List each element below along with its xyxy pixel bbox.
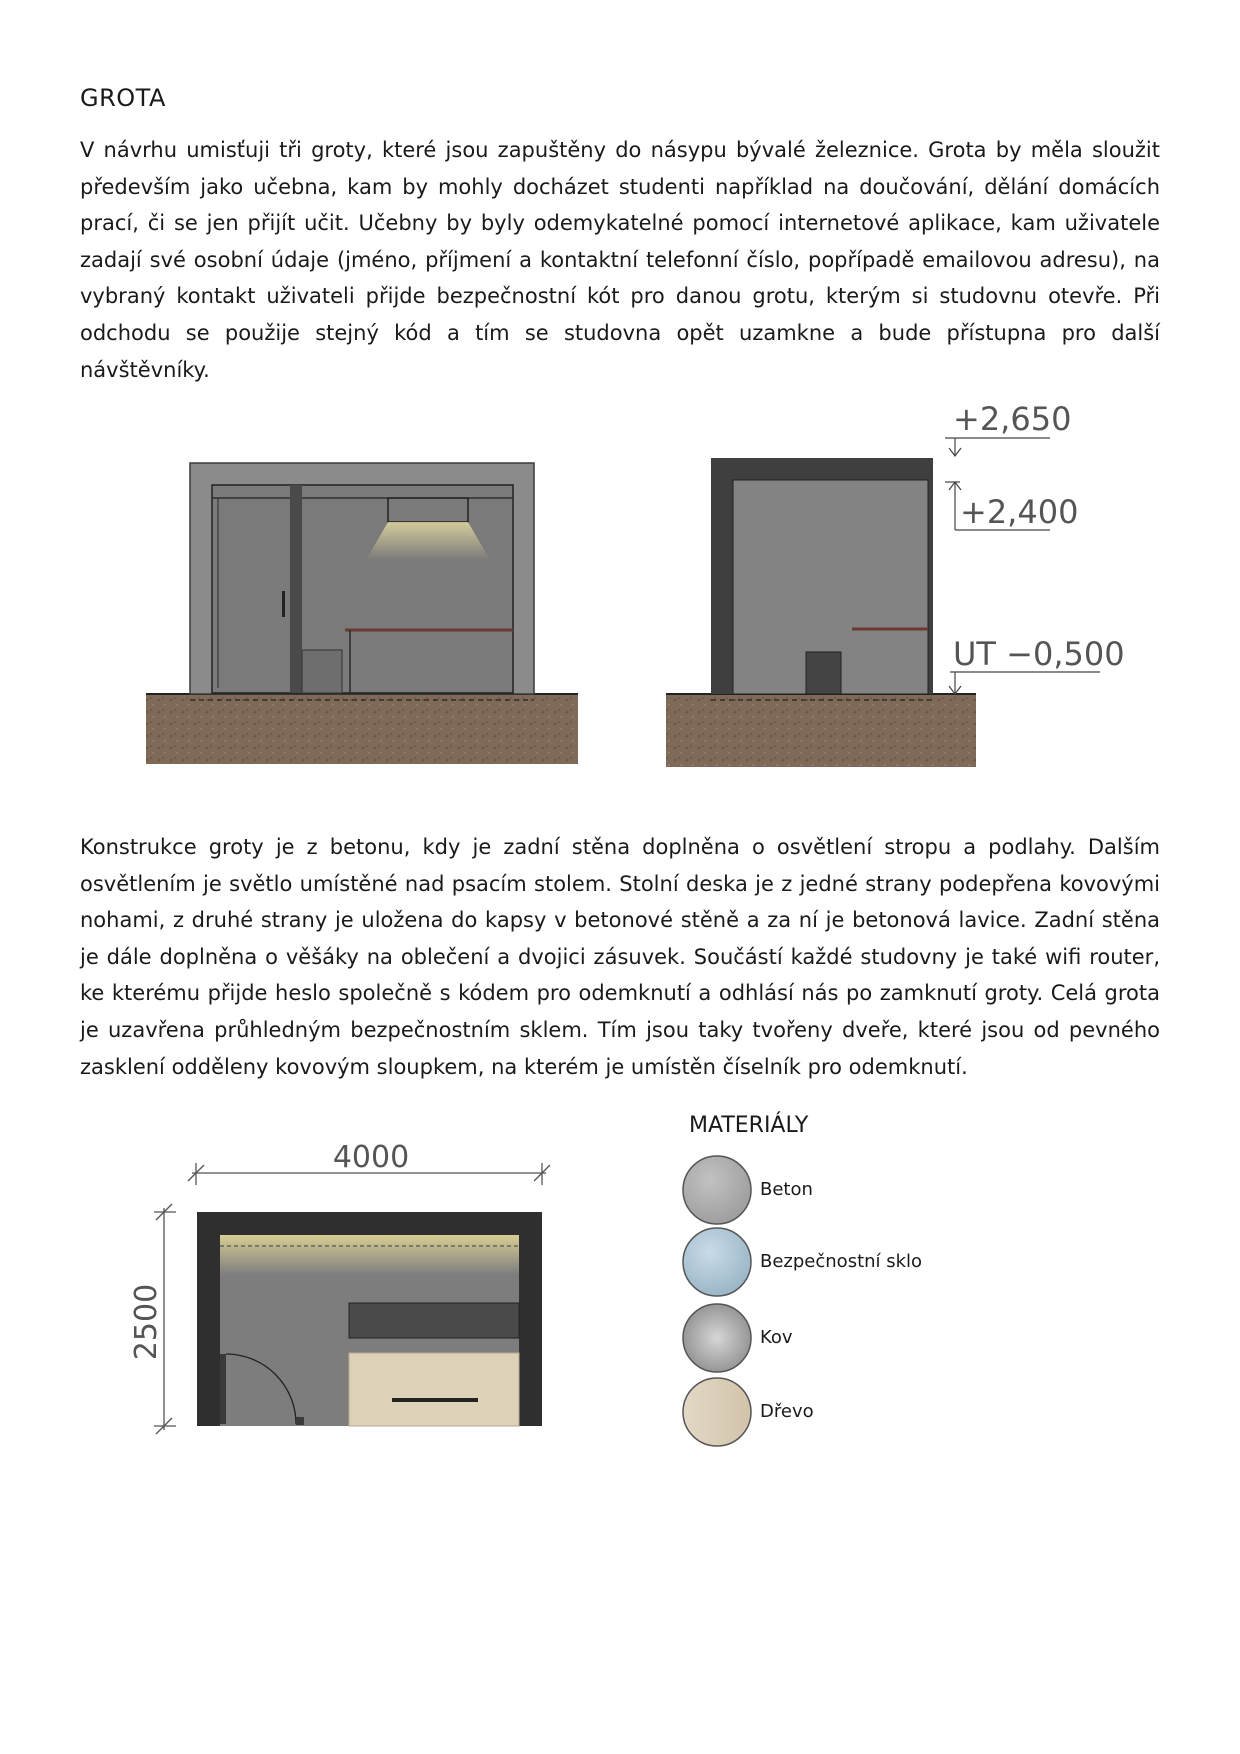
level-mid-label: +2,400: [960, 493, 1079, 531]
metal-post: [290, 485, 302, 693]
level-top-label: +2,650: [953, 400, 1072, 438]
bench-section: [806, 652, 841, 694]
side-section-drawing: [666, 400, 1125, 767]
level-ground-label: UT −0,500: [953, 635, 1125, 673]
depth-dimension-label: 2500: [129, 1283, 164, 1361]
material-label-kov: Kov: [760, 1327, 793, 1348]
plan-bench: [349, 1303, 519, 1338]
construction-paragraph: Konstrukce groty je z betonu, kdy je zadní stěna doplněna o osvětlení stropu a podlahy. Dalším osvětlením je světlo umístěné nad psacím stolem. Stolní deska je z jedné strany podepřena kovovými nohami, z druhé strany je uložena do kapsy v betonové stěně a za ní je betonová lavice. Zadní stěna je dále doplněna o věšáky na oblečení a dvojici zásuvek. Součástí každé studovny je také wifi router, ke kterému přijde heslo společně s kódem pro odemknutí a odhlásí nás po zamknutí groty. Celá grota je uzavřena průhledným bezpečnostním sklem. Tím jsou taky tvořeny dveře, které jsou od pevného zasklení odděleny kovovým sloupkem, na kterém je umístěn číselník pro odemknutí.: [80, 835, 1160, 1079]
soil-block: [146, 693, 578, 764]
material-label-drevo: Dřevo: [760, 1401, 814, 1422]
plan-desk-edge: [392, 1398, 478, 1402]
width-dimension-label: 4000: [332, 1140, 410, 1175]
level-marker-top: [945, 400, 1071, 456]
soil-block: [666, 693, 976, 767]
material-label-beton: Beton: [760, 1179, 813, 1200]
page-title: GROTA: [80, 84, 166, 112]
front-elevation-drawing: [146, 463, 578, 764]
plan-door-leaf: [220, 1354, 226, 1424]
intro-paragraph: V návrhu umisťuji tři groty, které jsou zapuštěny do násypu bývalé železnice. Grota by měla sloužit především jako učebna, kam by mohly docházet studenti například na doučování, dělání domácích prací, či se jen přijít učit. Učebny by byly odemykatelné pomocí internetové aplikace, kam uživatele zadají své osobní údaje (jméno, příjmení a kontaktní telefonní číslo, popřípadě emailovou adresu), na vybraný kontakt uživateli přijde bezpečnostní kót pro danou grotu, kterým si studovnu otevře. Při odchodu se použije stejný kód a tím se studovna opět uzamkne a bude přístupna pro další návštěvníky.: [80, 138, 1160, 382]
door-handle: [282, 591, 285, 617]
light-strip-glow: [220, 1235, 519, 1275]
level-marker-mid: [945, 482, 1078, 531]
material-label-sklo: Bezpečnostní sklo: [760, 1251, 923, 1272]
plan-desk: [349, 1353, 519, 1426]
level-marker-ground: [949, 635, 1125, 694]
floor-plan-drawing: [129, 1140, 550, 1434]
materials-title: MATERIÁLY: [689, 1113, 809, 1138]
bench: [302, 650, 342, 693]
